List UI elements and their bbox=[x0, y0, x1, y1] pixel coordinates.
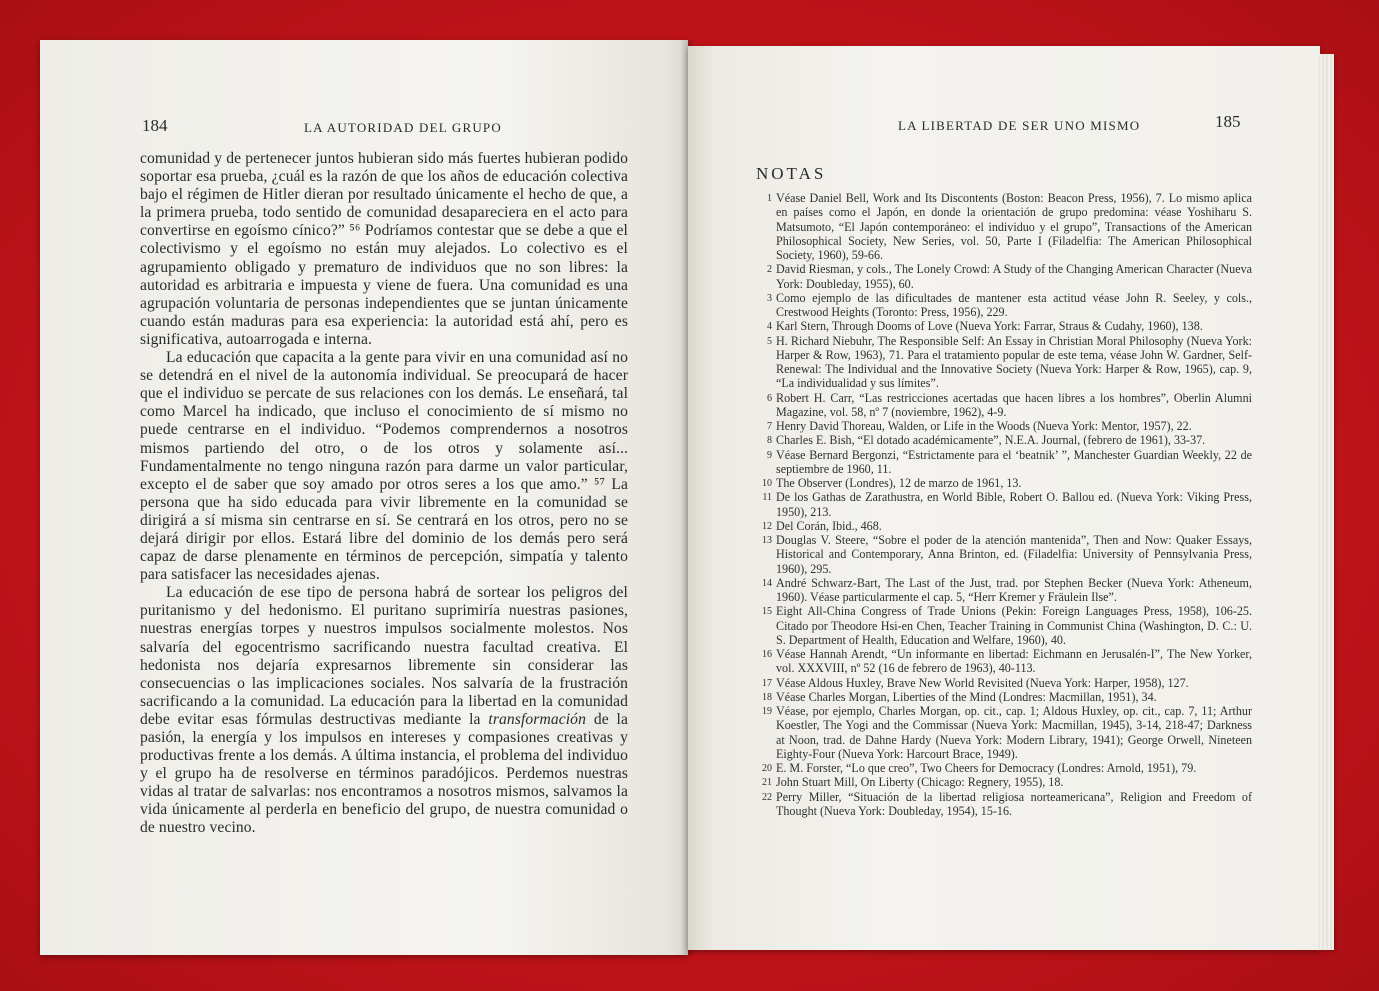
note-item bbox=[758, 291, 1252, 320]
note-number: 20 bbox=[762, 763, 772, 774]
note-text: Véase Aldous Huxley, Brave New World Revisited (Nueva York: Harper, 1958), 127. bbox=[776, 675, 1189, 690]
note-text: H. Richard Niebuhr, The Responsible Self: An Essay in Christian Moral Philosophy (Nueva York: Harper & Row, 1963), 71. Para el tratamiento popular de este tema, véase John W. Gardner, Self-Renewal: The Individual and the Innovative Society (Nueva York: Harper & Row, 1965), cap. 9, “La individualidad y sus límites”. bbox=[776, 333, 1252, 391]
note-number: 11 bbox=[762, 492, 772, 504]
note-text: Douglas V. Steere, “Sobre el poder de la atención mantenida”, Then and Now: Quaker Essays, Historical and Contemporary, Anna Brinton, ed. (Filadelfia: University of Pennsylvania Press, 1960), 295. bbox=[776, 533, 1252, 576]
note-item bbox=[758, 604, 1252, 647]
note-text: E. M. Forster, “Lo que creo”, Two Cheers for Democracy (Londres: Arnold, 1951), 79. bbox=[776, 761, 1197, 775]
left-running-head: LA AUTORIDAD DEL GRUPO bbox=[304, 120, 502, 135]
italic-transformacion: transformación bbox=[488, 710, 586, 728]
note-item bbox=[758, 334, 1252, 391]
note-item bbox=[758, 191, 1252, 262]
note-number: 3 bbox=[767, 292, 772, 304]
note-item bbox=[758, 448, 1252, 477]
note-number: 14 bbox=[762, 577, 772, 589]
left-page-number: 184 bbox=[142, 116, 168, 135]
note-item bbox=[758, 419, 1252, 433]
note-number: 21 bbox=[762, 777, 772, 789]
note-text: Henry David Thoreau, Walden, or Life in the Woods (Nueva York: Mentor, 1957), 22. bbox=[776, 419, 1192, 433]
note-item bbox=[758, 262, 1252, 291]
note-item bbox=[758, 490, 1252, 519]
paragraph-2: La educación que capacita a la gente para vivir en una comunidad así no se detendrá en el nivel de la autonomía individual. Se preocupará de hacer que el individuo se percate de sus relaciones con los demás. Le enseñará, tal como Marcel ha indicado, que incluso el conocimiento de sí mismo no puede centrarse en el individuo. “Podemos comprendernos a nosotros mismos partiendo del otro, o de los otros y solamente así... Fundamentalmente no tengo ninguna razón para darme un valor particular, excepto el de saber que soy amado por otros seres a los que amo.” ⁵⁷ La persona que ha sido educada para vivir libremente en la comunidad se dirigirá a sí misma sin centrarse en sí. Se centrará en los otros, pero no se dejará dirigir por ellos. Estará libre del dominio de los demás pero será capaz de darse plenamente en términos de percepción, simpatía y talento para satisfacer las necesidades ajenas. bbox=[140, 349, 628, 584]
note-number: 5 bbox=[767, 335, 772, 347]
note-number: 15 bbox=[762, 606, 772, 618]
note-number: 17 bbox=[762, 677, 772, 689]
note-number: 19 bbox=[762, 706, 772, 717]
note-number: 10 bbox=[762, 478, 772, 489]
note-number: 8 bbox=[767, 435, 772, 447]
note-number: 22 bbox=[762, 791, 772, 803]
note-text: Véase Bernard Bergonzi, “Estrictamente para el ‘beatnik’ ”, Manchester Guardian Weekly, 22 de septiembre de 1960, 11. bbox=[776, 447, 1252, 476]
note-text: Karl Stern, Through Dooms of Love (Nueva York: Farrar, Straus & Cudahy, 1960), 138. bbox=[776, 319, 1203, 334]
note-item bbox=[758, 319, 1252, 333]
note-text: Del Corán, Ibid., 468. bbox=[776, 518, 882, 533]
note-item bbox=[758, 391, 1252, 420]
right-page-number: 185 bbox=[1215, 112, 1241, 131]
note-text: Como ejemplo de las dificultades de mantener esta actitud véase John R. Seeley, y cols., Crestwood Heights (Toronto: Press, 1956), 229. bbox=[776, 290, 1252, 319]
note-number: 7 bbox=[767, 421, 772, 432]
left-page bbox=[40, 40, 688, 955]
notes-title: NOTAS bbox=[756, 164, 827, 183]
note-text: Perry Miller, “Situación de la libertad religiosa norteamericana”, Religion and Freedom of Thought (Nueva York: Doubleday, 1954), 15-16. bbox=[776, 789, 1252, 818]
paragraph-3-part-a: La educación de ese tipo de persona habrá de sortear los peligros del puritanismo y del hedonismo. El puritano suprimiría nuestras pasiones, nuestras energías torpes y nuestros impulsos socialmente molestos. Nos salvaría del egocentrismo sacrificando nuestra facultad creativa. El hedonista nos dejaría expresarnos libremente sin considerar las consecuencias o las implicaciones sociales. Nos salvaría de la frustración sacrificando a la comunidad. La educación para la libertad en la comunidad debe evitar esas fórmulas destructivas mediante la bbox=[140, 584, 628, 728]
note-item bbox=[758, 476, 1252, 490]
note-text: The Observer (Londres), 12 de marzo de 1961, 13. bbox=[776, 476, 1022, 490]
note-item bbox=[758, 647, 1252, 676]
right-page bbox=[688, 46, 1320, 950]
note-item bbox=[758, 761, 1252, 775]
note-number: 13 bbox=[762, 535, 772, 546]
note-number: 1 bbox=[767, 193, 772, 204]
note-item bbox=[758, 775, 1252, 789]
note-text: De los Gathas de Zarathustra, en World Bible, Robert O. Ballou ed. (Nueva York: Viking Press, 1950), 213. bbox=[776, 490, 1252, 519]
note-number: 4 bbox=[767, 321, 772, 333]
note-number: 18 bbox=[762, 691, 772, 703]
open-book bbox=[40, 40, 1335, 955]
note-text: Véase Daniel Bell, Work and Its Discontents (Boston: Beacon Press, 1956), 7. Lo mismo aplica en países como el Japón, en donde la orientación de grupo predomina: véase Yoshiharu S. Matsumoto, “El Japón contemporáneo: el individuo y el grupo”, Transactions of the American Philosophical Society, New Series, vol. 50, Parte I (Filadelfia: The American Philosophical Society, 1960), 59-66. bbox=[776, 191, 1252, 262]
note-text: Charles E. Bish, “El dotado académicamente”, N.E.A. Journal, (febrero de 1961), 33-37. bbox=[776, 433, 1206, 448]
note-item bbox=[758, 576, 1252, 605]
note-number: 6 bbox=[767, 392, 772, 404]
paragraph-3 bbox=[140, 584, 628, 837]
note-text: André Schwarz-Bart, The Last of the Just, trad. por Stephen Becker (Nueva York: Atheneum, 1960). Véase particularmente el cap. 5, “Herr Kremer y Fräulein Ilse”. bbox=[776, 575, 1252, 604]
note-item bbox=[758, 433, 1252, 447]
note-item bbox=[758, 790, 1252, 819]
left-body-text bbox=[140, 150, 628, 838]
note-item bbox=[758, 533, 1252, 576]
note-number: 9 bbox=[767, 449, 772, 461]
paragraph-3-part-b: de la pasión, la energía y los impulsos en intereses y compasiones creativas y productivas frente a los demás. A última instancia, el problema del individuo y el grupo ha de resolverse en términos paradójicos. Perdemos nuestras vidas al tratar de salvarlas: nos encontramos a nosotros mismos, salvamos la vida únicamente al perderla en beneficio del grupo, de nuestra comunidad o de nuestro vecino. bbox=[140, 710, 629, 837]
note-number: 2 bbox=[767, 264, 772, 276]
paragraph-1: comunidad y de pertenecer juntos hubieran sido más fuertes hubieran podido soportar esa prueba, ¿cuál es la razón de que los años de educación colectiva bajo el régimen de Hitler dieran por resultado únicamente el hecho de que, a la primera prueba, todo sentido de comunidad desapareciera en el acto para convertirse en egoísmo cínico?” ⁵⁶ Podríamos contestar que se debe a que el colectivismo y el egoísmo no están muy alejados. Lo colectivo es el agrupamiento obligado y prematuro de individuos que no son libres: la autoridad es arbitraria e impuesta y viene de fuera. Una comunidad es una agrupación voluntaria de personas independientes que se juntan únicamente cuando están maduras para esa experiencia: la autoridad está ahí, pero es significativa, autoarrogada e interna. bbox=[140, 150, 628, 348]
note-text: Véase Hannah Arendt, “Un informante en libertad: Eichmann en Jerusalén-I”, The New Yorker, vol. XXXVIII, nº 52 (16 de febrero de 1963), 40-113. bbox=[776, 647, 1252, 676]
note-text: Véase Charles Morgan, Liberties of the Mind (Londres: Macmillan, 1951), 34. bbox=[776, 689, 1157, 704]
note-item bbox=[758, 690, 1252, 704]
note-number: 12 bbox=[762, 520, 772, 532]
page-edges bbox=[1320, 54, 1334, 950]
note-number: 16 bbox=[762, 649, 772, 660]
notes-list bbox=[758, 191, 1252, 818]
right-running-head: LA LIBERTAD DE SER UNO MISMO bbox=[898, 118, 1141, 133]
note-text: David Riesman, y cols., The Lonely Crowd: A Study of the Changing American Character (Nueva York: Doubleday, 1955), 60. bbox=[776, 262, 1252, 291]
note-item bbox=[758, 704, 1252, 761]
note-item bbox=[758, 519, 1252, 533]
note-item bbox=[758, 676, 1252, 690]
note-text: Robert H. Carr, “Las restricciones acertadas que hacen libres a los hombres”, Oberlin Alumni Magazine, vol. 58, nº 7 (noviembre, 1962), 4-9. bbox=[776, 390, 1252, 419]
note-text: John Stuart Mill, On Liberty (Chicago: Regnery, 1955), 18. bbox=[776, 775, 1064, 790]
note-text: Véase, por ejemplo, Charles Morgan, op. cit., cap. 1; Aldous Huxley, op. cit., cap. 7, 11; Arthur Koestler, The Yogi and the Commissar (Nueva York: Macmillan, 1945), 3-14, 218-47; Darkness at Noon, trad. de Dahne Hardy (Nueva York: Modern Library, 1941); George Orwell, Nineteen Eighty-Four (Nueva York: Harcourt Brace, 1949). bbox=[776, 704, 1252, 761]
note-text: Eight All-China Congress of Trade Unions (Pekin: Foreign Languages Press, 1958), 106-25. Citado por Theodore Hsi-en Chen, Teacher Training in Communist China (Washington, D. C.: U. S. Department of Health, Education and Welfare, 1960), 40. bbox=[776, 604, 1252, 647]
